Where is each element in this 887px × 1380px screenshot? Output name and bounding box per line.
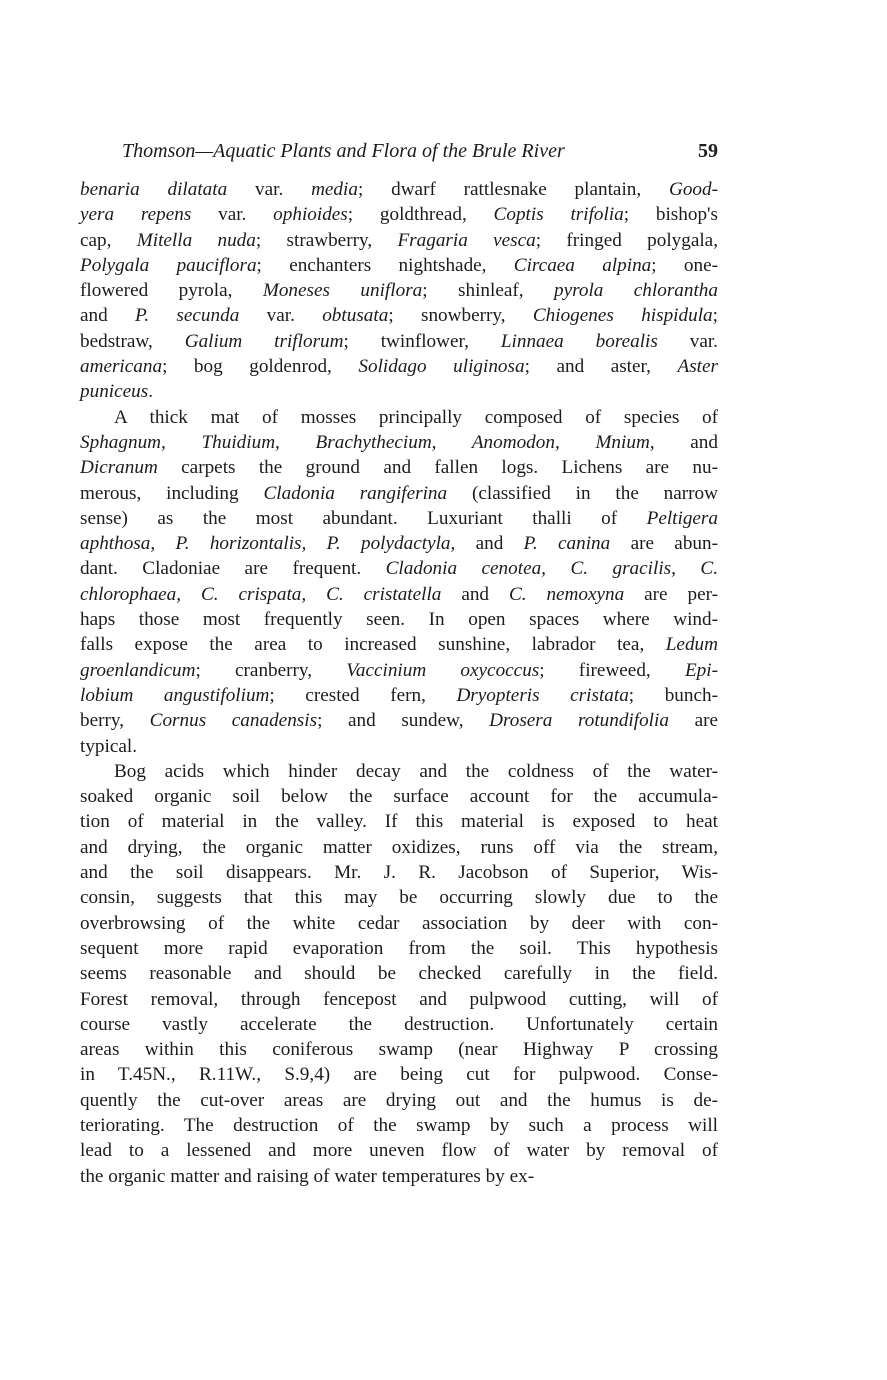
book-page bbox=[80, 140, 718, 1189]
text-line: Polygala pauciflora; enchanters nightshade, Circaea alpina; one- bbox=[80, 254, 719, 276]
text-line: in T.45N., R.11W., S.9,4) are being cut for pulpwood. Conse- bbox=[80, 1064, 718, 1086]
text-line: overbrowsing of the white cedar association by deer with con- bbox=[80, 912, 718, 934]
text-line: dant. Cladoniae are frequent. Cladonia cenotea, C. gracilis, C. bbox=[80, 558, 718, 580]
text-line: groenlandicum; cranberry, Vaccinium oxycoccus; fireweed, Epi- bbox=[80, 659, 718, 681]
running-head bbox=[80, 140, 718, 163]
text-line: Forest removal, through fencepost and pulpwood cutting, will of bbox=[80, 988, 718, 1010]
text-line: yera repens var. ophioides; goldthread, Coptis trifolia; bishop's bbox=[80, 204, 718, 226]
text-line: puniceus. bbox=[80, 381, 154, 403]
paragraph-2 bbox=[80, 405, 718, 759]
text-line: chlorophaea, C. crispata, C. cristatella and C. nemoxyna are per- bbox=[80, 583, 718, 605]
text-line: course vastly accelerate the destruction. Unfortunately certain bbox=[80, 1013, 718, 1035]
text-line: and drying, the organic matter oxidizes, runs off via the stream, bbox=[80, 836, 718, 858]
text-line: merous, including Cladonia rangiferina (classified in the narrow bbox=[80, 482, 719, 504]
text-line: flowered pyrola, Moneses uniflora; shinleaf, pyrola chlorantha bbox=[80, 280, 718, 302]
text-line: lead to a lessened and more uneven flow of water by removal of bbox=[80, 1140, 718, 1162]
text-line: falls expose the area to increased sunshine, labrador tea, Ledum bbox=[80, 634, 718, 656]
text-line: benaria dilatata var. media; dwarf rattlesnake plantain, Good- bbox=[80, 179, 718, 200]
text-line: haps those most frequently seen. In open spaces where wind- bbox=[80, 609, 718, 631]
text-line: sense) as the most abundant. Luxuriant thalli of Peltigera bbox=[80, 507, 718, 529]
text-line: Bog acids which hinder decay and the coldness of the water- bbox=[114, 760, 718, 782]
text-line: and P. secunda var. obtusata; snowberry, Chiogenes hispidula; bbox=[80, 305, 718, 327]
text-line: Sphagnum, Thuidium, Brachythecium, Anomodon, Mnium, and bbox=[80, 431, 718, 453]
text-line: and the soil disappears. Mr. J. R. Jacobson of Superior, Wis- bbox=[80, 862, 718, 884]
text-line: A thick mat of mosses principally composed of species of bbox=[114, 406, 718, 428]
text-line: tion of material in the valley. If this material is exposed to heat bbox=[80, 811, 718, 833]
text-line: sequent more rapid evaporation from the soil. This hypothesis bbox=[80, 937, 718, 959]
text-line: aphthosa, P. horizontalis, P. polydactyla, and P. canina are abun- bbox=[80, 533, 718, 555]
text-line: areas within this coniferous swamp (near Highway P crossing bbox=[80, 1039, 718, 1061]
text-line: seems reasonable and should be checked carefully in the field. bbox=[80, 963, 718, 985]
text-line: consin, suggests that this may be occurring slowly due to the bbox=[80, 887, 718, 909]
text-line: americana; bog goldenrod, Solidago uliginosa; and aster, Aster bbox=[80, 356, 718, 378]
text-line: berry, Cornus canadensis; and sundew, Drosera rotundifolia are bbox=[80, 710, 718, 732]
text-line: soaked organic soil below the surface account for the accumula- bbox=[80, 786, 718, 808]
paragraph-1 bbox=[80, 177, 718, 405]
text-line: typical. bbox=[80, 735, 138, 757]
paragraph-3 bbox=[80, 759, 718, 1189]
running-title: Thomson—Aquatic Plants and Flora of the Brule River bbox=[122, 140, 565, 162]
text-line: Dicranum carpets the ground and fallen logs. Lichens are nu- bbox=[80, 457, 718, 479]
text-line: bedstraw, Galium triflorum; twinflower, Linnaea borealis var. bbox=[80, 330, 718, 352]
text-line: quently the cut-over areas are drying out and the humus is de- bbox=[80, 1089, 718, 1111]
page-number: 59 bbox=[698, 140, 718, 162]
text-line: lobium angustifolium; crested fern, Dryopteris cristata; bunch- bbox=[80, 684, 718, 706]
text-line: teriorating. The destruction of the swamp by such a process will bbox=[80, 1114, 718, 1136]
text-line: the organic matter and raising of water temperatures by ex- bbox=[80, 1165, 535, 1187]
text-line: cap, Mitella nuda; strawberry, Fragaria vesca; fringed polygala, bbox=[80, 229, 718, 251]
